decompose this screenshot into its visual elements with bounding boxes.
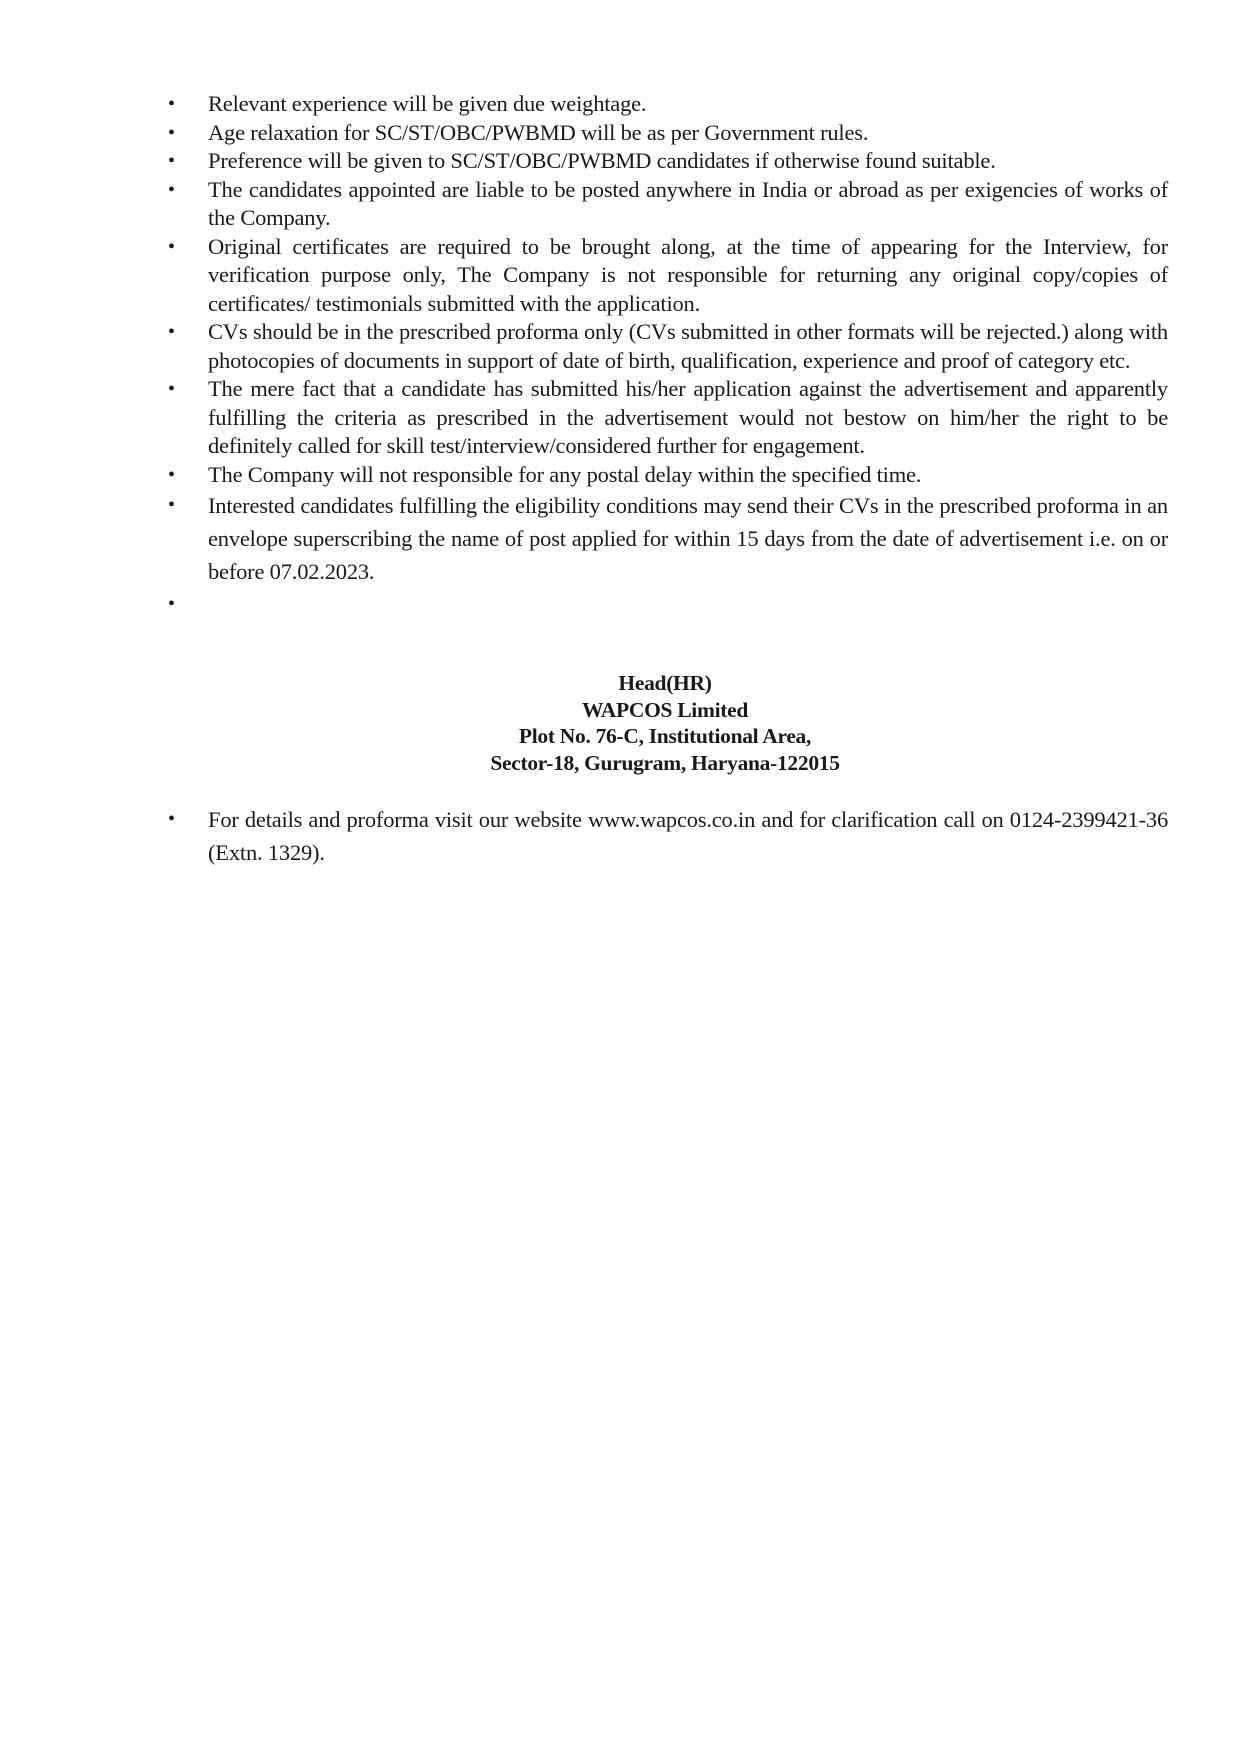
bullet-icon: •: [168, 235, 175, 258]
list-item: [168, 375, 1168, 461]
list-item-text: Original certificates are required to be brought along, at the time of appearing for the Interview, for verification purpose only, The Company is not responsible for returning any original copy/copies of certificates/ testimonials submitted with the application.: [208, 233, 1168, 316]
list-item-text: Relevant experience will be given due weightage.: [208, 91, 647, 116]
list-item: [168, 147, 1168, 176]
list-item: [168, 176, 1168, 233]
address-line-street: Plot No. 76-C, Institutional Area,: [518, 724, 812, 748]
bullet-icon: •: [168, 121, 175, 144]
list-item: [168, 119, 1168, 148]
bullet-icon: •: [168, 178, 175, 201]
footer-list: [168, 803, 1168, 869]
list-item-text: The candidates appointed are liable to be posted anywhere in India or abroad as per exigencies of works of the Company.: [208, 176, 1168, 230]
list-item: [168, 803, 1168, 869]
bullet-icon: •: [168, 593, 175, 615]
bullet-icon: •: [168, 321, 175, 343]
list-item: [168, 233, 1168, 319]
address-line-title: Head(HR): [618, 671, 712, 695]
list-item-empty: [168, 588, 1168, 621]
list-item-text: The Company will not responsible for any postal delay within the specified time.: [208, 461, 922, 487]
list-item-text: Interested candidates fulfilling the eligibility conditions may send their CVs in the prescribed proforma in an envelope superscribing the name of post applied for within 15 days from the date of advertisement i.e. on or before 07.02.2023.: [208, 493, 1168, 584]
list-item-text: CVs should be in the prescribed proforma only (CVs submitted in other formats will be rejected.) along with photocopies of documents in support of date of birth, qualification, experience and proof of category etc.: [208, 319, 1168, 373]
bullet-icon: •: [168, 150, 175, 172]
bullet-icon: •: [168, 463, 175, 486]
bullet-icon: •: [168, 378, 175, 400]
address-block: [0, 670, 1241, 776]
list-item-text: Age relaxation for SC/ST/OBC/PWBMD will be as per Government rules.: [208, 119, 869, 145]
bullet-icon: •: [168, 494, 175, 516]
list-item-text: The mere fact that a candidate has submitted his/her application against the advertisement and apparently fulfilling the criteria as prescribed in the advertisement would not bestow on him/her the right to be definitely called for skill test/interview/considered further for engagement.: [208, 376, 1168, 458]
bullet-icon: •: [168, 93, 175, 115]
list-item: [168, 318, 1168, 375]
address-line-company: WAPCOS Limited: [581, 697, 748, 722]
address-line-city: Sector-18, Gurugram, Haryana-122015: [490, 750, 840, 775]
list-item-text: [208, 592, 213, 617]
list-item: [168, 90, 1168, 119]
list-item-text: Preference will be given to SC/ST/OBC/PWBMD candidates if otherwise found suitable.: [208, 148, 996, 173]
conditions-list: [168, 90, 1168, 621]
list-item: [168, 489, 1168, 588]
bullet-icon: •: [168, 808, 175, 830]
list-item: [168, 461, 1168, 490]
list-item-text: For details and proforma visit our website www.wapcos.co.in and for clarification call on 0124-2399421-36 (Extn. 1329).: [208, 807, 1168, 865]
